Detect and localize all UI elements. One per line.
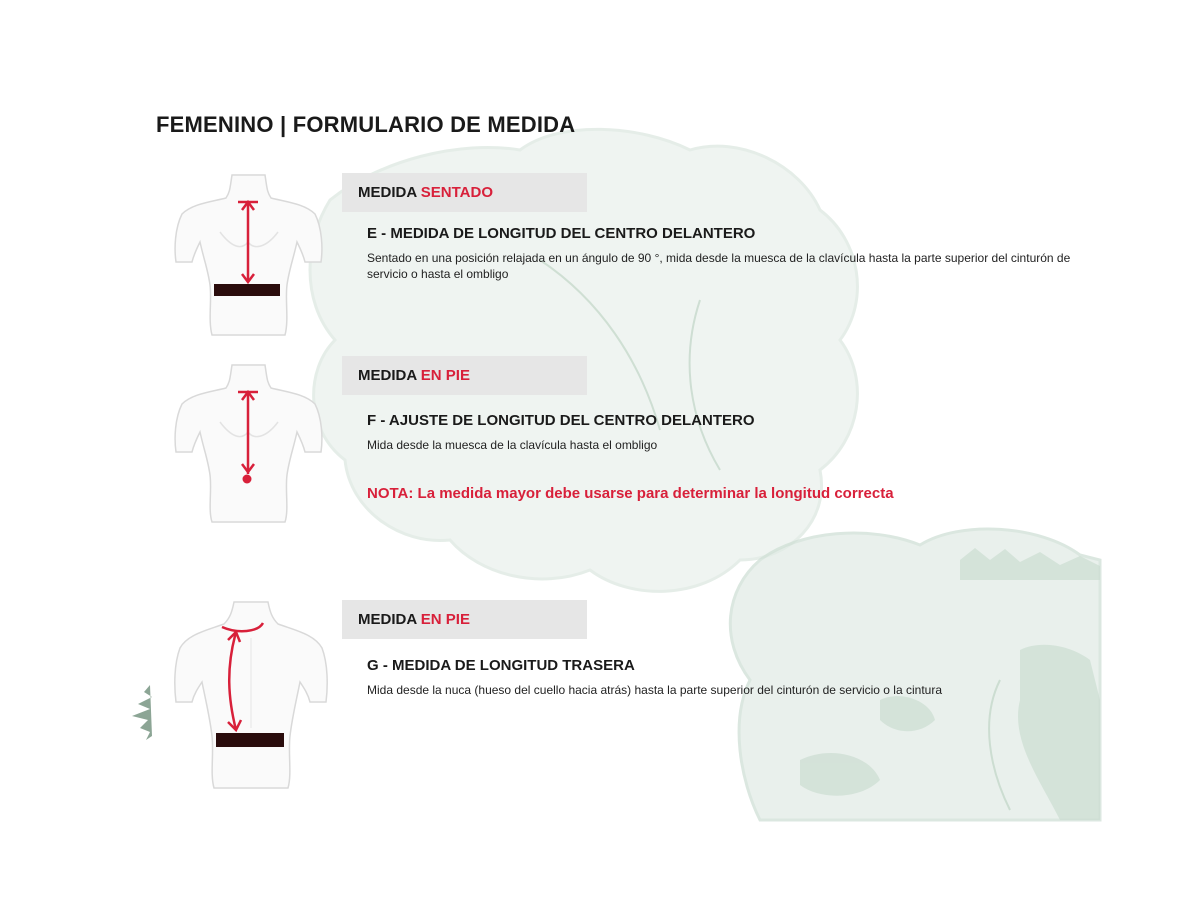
measurement-title-g: G - MEDIDA DE LONGITUD TRASERA: [367, 657, 635, 674]
label-accent: EN PIE: [420, 611, 470, 628]
measurement-note: NOTA: La medida mayor debe usarse para determinar la longitud correcta: [367, 485, 894, 502]
position-label-en-pie: [342, 600, 587, 639]
measurement-description-e: Sentado en una posición relajada en un ángulo de 90 °, mida desde la muesca de la clavícula hasta la parte superior del cinturón de servicio o hasta el ombligo: [367, 251, 1071, 281]
back-torso-belt-illustration: [170, 598, 330, 793]
label-accent: SENTADO: [420, 184, 494, 201]
label-prefix: MEDIDA: [358, 184, 421, 201]
belt-marker: [216, 733, 284, 747]
measurement-title-f: F - AJUSTE DE LONGITUD DEL CENTRO DELANTERO: [367, 412, 755, 429]
label-accent: EN PIE: [420, 367, 470, 384]
measurement-title-e: E - MEDIDA DE LONGITUD DEL CENTRO DELANTERO: [367, 225, 756, 242]
front-torso-belt-illustration: [170, 170, 325, 340]
front-torso-navel-illustration: [170, 360, 325, 530]
navel-marker: [243, 475, 252, 484]
belt-marker: [214, 284, 280, 296]
label-prefix: MEDIDA: [358, 367, 421, 384]
position-label-en-pie: [342, 356, 587, 395]
measurement-description-g: Mida desde la nuca (hueso del cuello hacia atrás) hasta la parte superior del cinturón de servicio o la cintura: [367, 683, 942, 697]
measurement-description-f: Mida desde la muesca de la clavícula hasta el ombligo: [367, 438, 658, 452]
page-title: FEMENINO | FORMULARIO DE MEDIDA: [156, 112, 576, 137]
label-prefix: MEDIDA: [358, 611, 421, 628]
position-label-sentado: [342, 173, 587, 212]
